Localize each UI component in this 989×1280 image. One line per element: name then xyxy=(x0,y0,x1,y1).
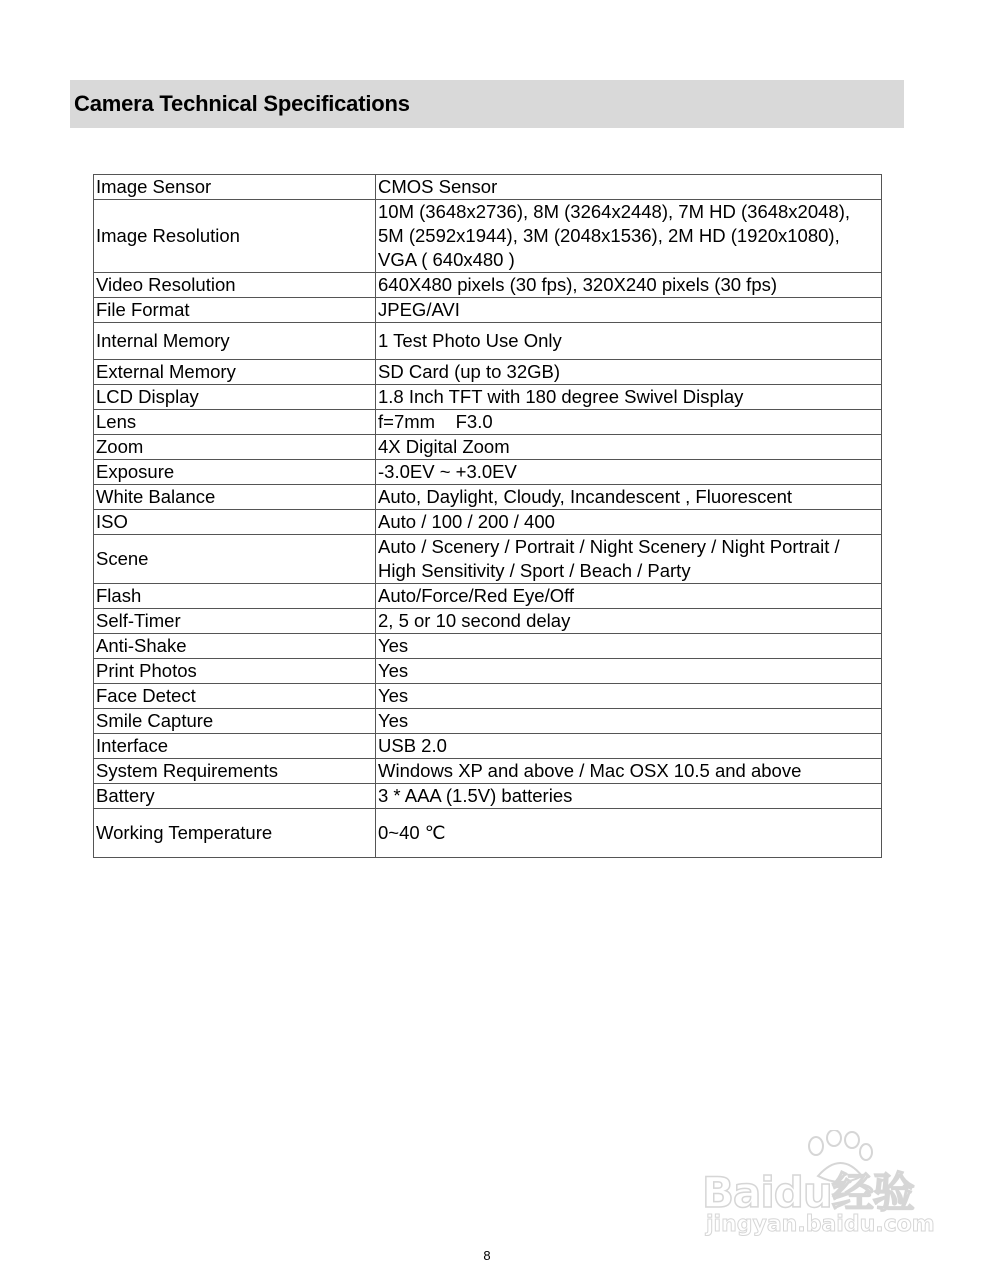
spec-value: Auto/Force/Red Eye/Off xyxy=(376,584,882,609)
table-row xyxy=(94,273,882,298)
spec-value: Yes xyxy=(376,659,882,684)
spec-label: File Format xyxy=(94,298,376,323)
spec-label: Anti-Shake xyxy=(94,634,376,659)
page-number: 8 xyxy=(483,1248,491,1263)
table-row xyxy=(94,485,882,510)
table-row xyxy=(94,200,882,273)
spec-value: Auto / 100 / 200 / 400 xyxy=(376,510,882,535)
table-row xyxy=(94,734,882,759)
spec-label: White Balance xyxy=(94,485,376,510)
spec-label: Battery xyxy=(94,784,376,809)
specifications-table xyxy=(93,174,882,858)
spec-value: JPEG/AVI xyxy=(376,298,882,323)
spec-value: Yes xyxy=(376,709,882,734)
table-row xyxy=(94,460,882,485)
table-row xyxy=(94,659,882,684)
spec-label: Print Photos xyxy=(94,659,376,684)
table-row xyxy=(94,175,882,200)
spec-value: 4X Digital Zoom xyxy=(376,435,882,460)
table-row xyxy=(94,385,882,410)
spec-value: USB 2.0 xyxy=(376,734,882,759)
table-row xyxy=(94,410,882,435)
spec-value: -3.0EV ~ +3.0EV xyxy=(376,460,882,485)
spec-value: SD Card (up to 32GB) xyxy=(376,360,882,385)
table-row xyxy=(94,535,882,584)
spec-value: 3 * AAA (1.5V) batteries xyxy=(376,784,882,809)
spec-label: Image Sensor xyxy=(94,175,376,200)
page-title: Camera Technical Specifications xyxy=(74,91,410,116)
spec-label: Video Resolution xyxy=(94,273,376,298)
table-row xyxy=(94,809,882,858)
spec-label: Working Temperature xyxy=(94,809,376,858)
spec-value: CMOS Sensor xyxy=(376,175,882,200)
spec-value: Auto / Scenery / Portrait / Night Scenery / Night Portrait / High Sensitivity / Sport / Beach / Party xyxy=(376,535,882,584)
table-row xyxy=(94,634,882,659)
table-row xyxy=(94,709,882,734)
table-row xyxy=(94,759,882,784)
spec-value: 10M (3648x2736), 8M (3264x2448), 7M HD (3648x2048), 5M (2592x1944), 3M (2048x1536), 2M HD (1920x1080), VGA ( 640x480 ) xyxy=(376,200,882,273)
baidu-watermark xyxy=(700,1130,940,1245)
spec-value: 640X480 pixels (30 fps), 320X240 pixels (30 fps) xyxy=(376,273,882,298)
spec-label: Internal Memory xyxy=(94,323,376,360)
table-row xyxy=(94,510,882,535)
spec-label: System Requirements xyxy=(94,759,376,784)
spec-value: f=7mm F3.0 xyxy=(376,410,882,435)
spec-value: Auto, Daylight, Cloudy, Incandescent , Fluorescent xyxy=(376,485,882,510)
spec-label: External Memory xyxy=(94,360,376,385)
spec-label: Exposure xyxy=(94,460,376,485)
spec-label: Lens xyxy=(94,410,376,435)
spec-label: Face Detect xyxy=(94,684,376,709)
spec-label: Scene xyxy=(94,535,376,584)
section-header-bar xyxy=(70,80,904,128)
table-row xyxy=(94,323,882,360)
spec-label: Zoom xyxy=(94,435,376,460)
spec-value: 1.8 Inch TFT with 180 degree Swivel Display xyxy=(376,385,882,410)
watermark-brand: Baidu经验 xyxy=(702,1168,914,1217)
spec-value: Yes xyxy=(376,684,882,709)
spec-label: Interface xyxy=(94,734,376,759)
table-row xyxy=(94,435,882,460)
spec-label: Self-Timer xyxy=(94,609,376,634)
table-row xyxy=(94,360,882,385)
spec-label: ISO xyxy=(94,510,376,535)
table-row xyxy=(94,684,882,709)
table-row xyxy=(94,784,882,809)
spec-value: Yes xyxy=(376,634,882,659)
spec-label: Smile Capture xyxy=(94,709,376,734)
watermark-url: jingyan.baidu.com xyxy=(706,1212,935,1237)
spec-value: 0~40 ℃ xyxy=(376,809,882,858)
table-row xyxy=(94,298,882,323)
spec-label: Flash xyxy=(94,584,376,609)
spec-value: 2, 5 or 10 second delay xyxy=(376,609,882,634)
table-row xyxy=(94,584,882,609)
spec-label: Image Resolution xyxy=(94,200,376,273)
spec-value: Windows XP and above / Mac OSX 10.5 and above xyxy=(376,759,882,784)
table-row xyxy=(94,609,882,634)
spec-label: LCD Display xyxy=(94,385,376,410)
spec-value: 1 Test Photo Use Only xyxy=(376,323,882,360)
